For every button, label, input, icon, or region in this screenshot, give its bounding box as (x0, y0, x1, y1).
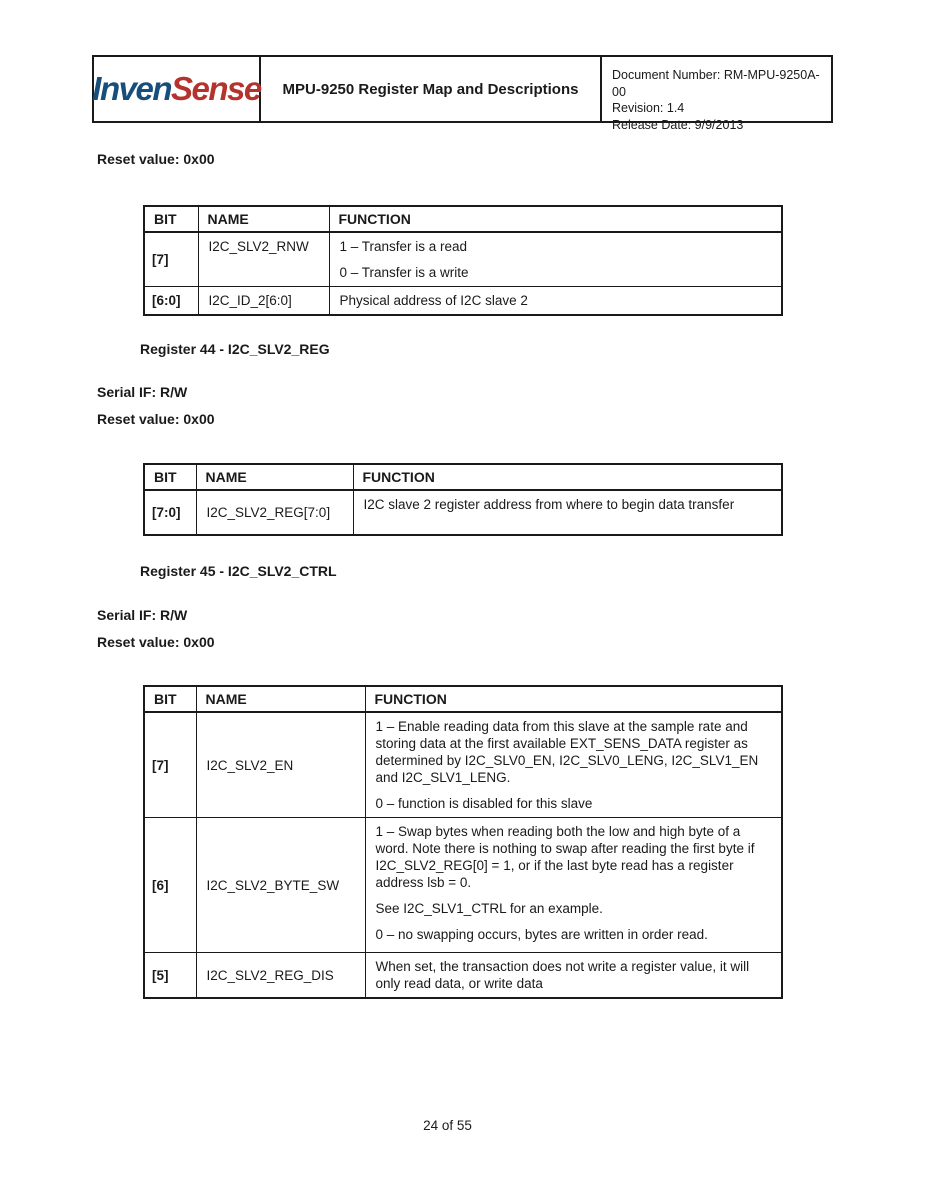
table-row (144, 953, 782, 999)
register-45-reset-value: Reset value: 0x00 (97, 634, 215, 650)
function-line: When set, the transaction does not write a register value, it will only read data, or write data (375, 959, 750, 991)
function-line: I2C slave 2 register address from where to begin data transfer (363, 497, 735, 512)
register-45-serial-if: Serial IF: R/W (97, 607, 188, 623)
function-cell (365, 712, 782, 818)
col-header-name: NAME (198, 206, 329, 232)
document-title: MPU-9250 Register Map and Descriptions (261, 57, 602, 121)
reset-value-top: Reset value: 0x00 (97, 151, 215, 167)
document-release-date: Release Date: 9/9/2013 (612, 117, 744, 132)
function-line: 1 – Transfer is a read (339, 239, 468, 254)
register-45-table (143, 685, 783, 999)
function-line: Physical address of I2C slave 2 (339, 293, 528, 308)
bit-cell: [7:0] (144, 490, 196, 535)
logo-part-inven: Inven (92, 70, 171, 107)
name-cell: I2C_ID_2[6:0] (198, 287, 329, 316)
col-header-function: FUNCTION (365, 686, 782, 712)
function-line: 0 – no swapping occurs, bytes are written in order read. (375, 927, 708, 942)
page-number: 24 of 55 (423, 1118, 472, 1133)
col-header-bit: BIT (144, 464, 196, 490)
function-line: 0 – Transfer is a write (339, 265, 469, 280)
name-cell: I2C_SLV2_REG_DIS (196, 953, 365, 999)
table-row (144, 490, 782, 535)
col-header-name: NAME (196, 686, 365, 712)
function-line: See I2C_SLV1_CTRL for an example. (375, 901, 603, 916)
table-header-row (144, 686, 782, 712)
document-info (602, 57, 831, 132)
col-header-bit: BIT (144, 686, 196, 712)
function-line: 1 – Swap bytes when reading both the low and high byte of a word. Note there is nothing to swap after reading the first byte if I2C_SLV2_REG[0] = 1, or if the last byte read has a register address lsb = 0. (375, 824, 755, 890)
logo-text (92, 70, 260, 108)
bit-cell: [5] (144, 953, 196, 999)
bit-cell: [7] (144, 232, 198, 287)
name-cell: I2C_SLV2_RNW (198, 232, 329, 287)
table-row (144, 287, 782, 316)
name-cell: I2C_SLV2_EN (196, 712, 365, 818)
function-line: 1 – Enable reading data from this slave at the sample rate and storing data at the first available EXT_SENS_DATA register as determined by I2C_SLV0_EN, I2C_SLV0_LENG, I2C_SLV1_EN and I2C_SLV1_LENG. (375, 719, 759, 785)
col-header-bit: BIT (144, 206, 198, 232)
bit-cell: [7] (144, 712, 196, 818)
table-row (144, 712, 782, 818)
document-revision: Revision: 1.4 (612, 101, 685, 115)
function-cell (329, 287, 782, 316)
table-header-row (144, 206, 782, 232)
table-row (144, 232, 782, 287)
register-table-top (143, 205, 783, 316)
table-header-row (144, 464, 782, 490)
name-cell: I2C_SLV2_REG[7:0] (196, 490, 353, 535)
bit-cell: [6] (144, 818, 196, 953)
function-cell (329, 232, 782, 287)
col-header-function: FUNCTION (329, 206, 782, 232)
register-44-heading: Register 44 - I2C_SLV2_REG (140, 341, 330, 357)
name-cell: I2C_SLV2_BYTE_SW (196, 818, 365, 953)
register-44-table (143, 463, 783, 536)
col-header-function: FUNCTION (353, 464, 782, 490)
register-44-serial-if: Serial IF: R/W (97, 384, 188, 400)
invensense-logo (94, 57, 261, 121)
function-cell (365, 953, 782, 999)
register-44-reset-value: Reset value: 0x00 (97, 411, 215, 427)
function-line: 0 – function is disabled for this slave (375, 796, 593, 811)
bit-cell: [6:0] (144, 287, 198, 316)
table-row (144, 818, 782, 953)
register-45-heading: Register 45 - I2C_SLV2_CTRL (140, 563, 337, 579)
function-cell (353, 490, 782, 535)
col-header-name: NAME (196, 464, 353, 490)
logo-part-sense: Sense (170, 70, 261, 107)
document-header (92, 55, 833, 132)
function-cell (365, 818, 782, 953)
document-number: Document Number: RM-MPU-9250A-00 (612, 68, 820, 99)
